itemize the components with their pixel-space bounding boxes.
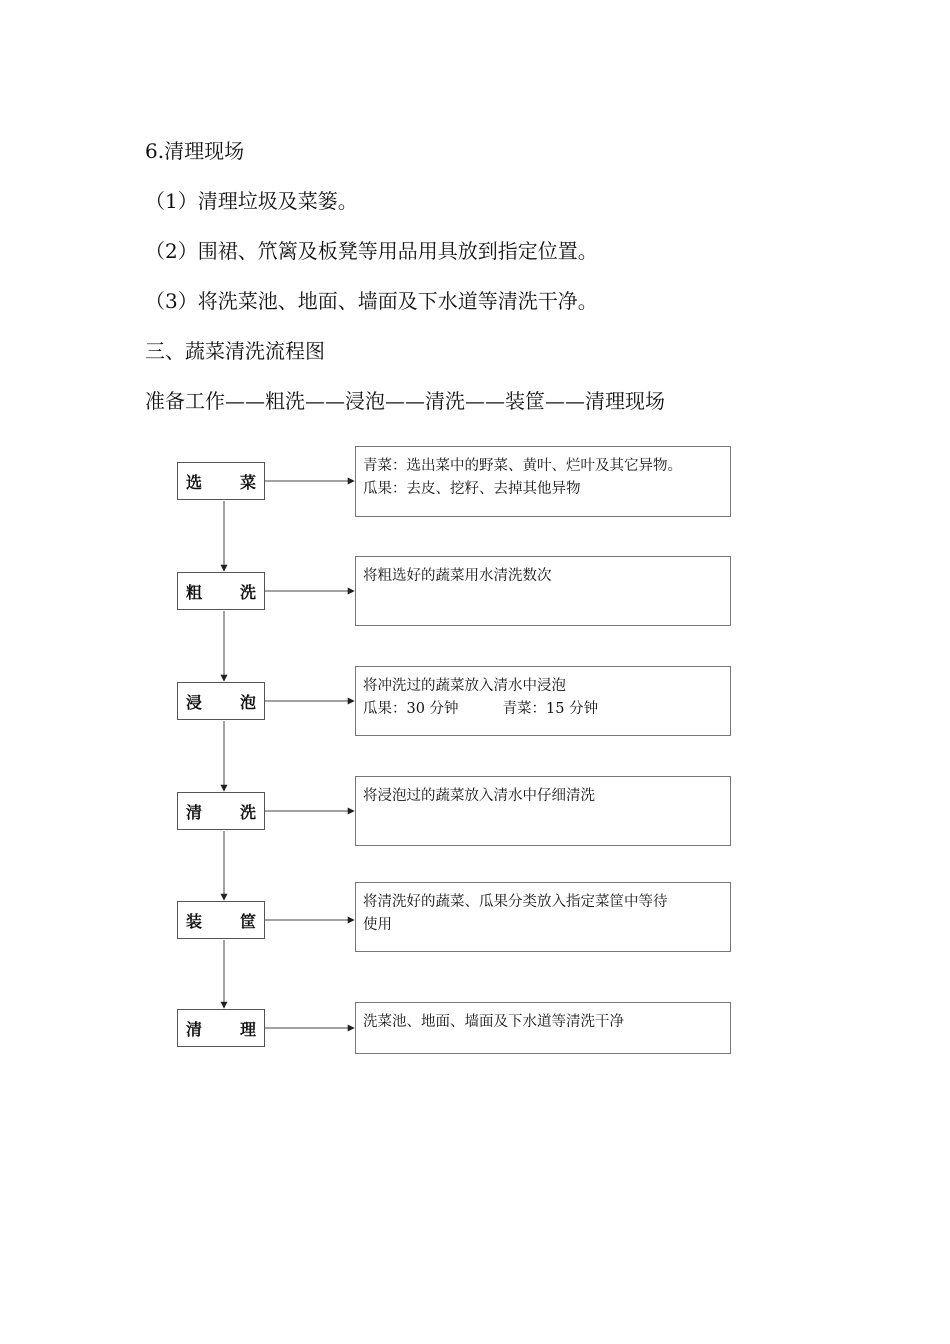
step-label-char: 泡 [239, 692, 256, 712]
step-description-soak [355, 666, 731, 736]
soak-time-fruit: 瓜果：30 分钟 [363, 701, 459, 717]
step-description-rough-wash [355, 556, 731, 626]
step-label-char: 菜 [239, 472, 256, 492]
description-line: 将清洗好的蔬菜、瓜果分类放入指定菜筐中等待 [363, 894, 668, 910]
step-label-char: 理 [239, 1019, 256, 1039]
step-label-char: 清 [186, 1019, 203, 1039]
step-description-wash [355, 776, 731, 846]
step-label-char: 选 [186, 472, 203, 492]
list-item-3: （3）将洗菜池、地面、墙面及下水道等清洗干净。 [145, 289, 598, 313]
step-label-char: 筐 [239, 911, 256, 931]
step-label-char: 洗 [239, 582, 256, 602]
step-box-rough-wash [177, 572, 265, 610]
description-line: 使用 [363, 917, 392, 933]
soak-time-greens: 青菜：15 分钟 [502, 701, 599, 717]
description-line: 青菜：选出菜中的野菜、黄叶、烂叶及其它异物。 [363, 458, 682, 474]
step-label-char: 粗 [186, 582, 203, 602]
step-label-char: 浸 [186, 692, 203, 712]
section-heading-6: 6.清理现场 [145, 139, 245, 163]
section-heading-3: 三、蔬菜清洗流程图 [145, 339, 325, 363]
step-description-clean [355, 1002, 731, 1054]
list-item-1: （1）清理垃圾及菜篓。 [145, 189, 358, 213]
step-box-basket [177, 901, 265, 939]
description-line: 洗菜池、地面、墙面及下水道等清洗干净 [363, 1014, 624, 1030]
step-label-char: 装 [186, 911, 203, 931]
description-line: 将浸泡过的蔬菜放入清水中仔细清洗 [363, 788, 595, 804]
step-label-char: 洗 [239, 802, 256, 822]
step-box-clean [177, 1009, 265, 1047]
step-label-char: 清 [186, 802, 203, 822]
step-description-select [355, 446, 731, 517]
list-item-2: （2）围裙、笊篱及板凳等用品用具放到指定位置。 [145, 239, 598, 263]
step-description-basket [355, 882, 731, 952]
step-box-soak [177, 682, 265, 720]
description-line-times [363, 698, 723, 721]
step-box-wash [177, 792, 265, 830]
flow-summary: 准备工作——粗洗——浸泡——清洗——装筐——清理现场 [145, 389, 665, 413]
description-line: 将粗选好的蔬菜用水清洗数次 [363, 568, 552, 584]
description-line: 将冲洗过的蔬菜放入清水中浸泡 [363, 678, 566, 694]
description-line: 瓜果：去皮、挖籽、去掉其他异物 [363, 481, 581, 497]
step-box-select [177, 462, 265, 500]
